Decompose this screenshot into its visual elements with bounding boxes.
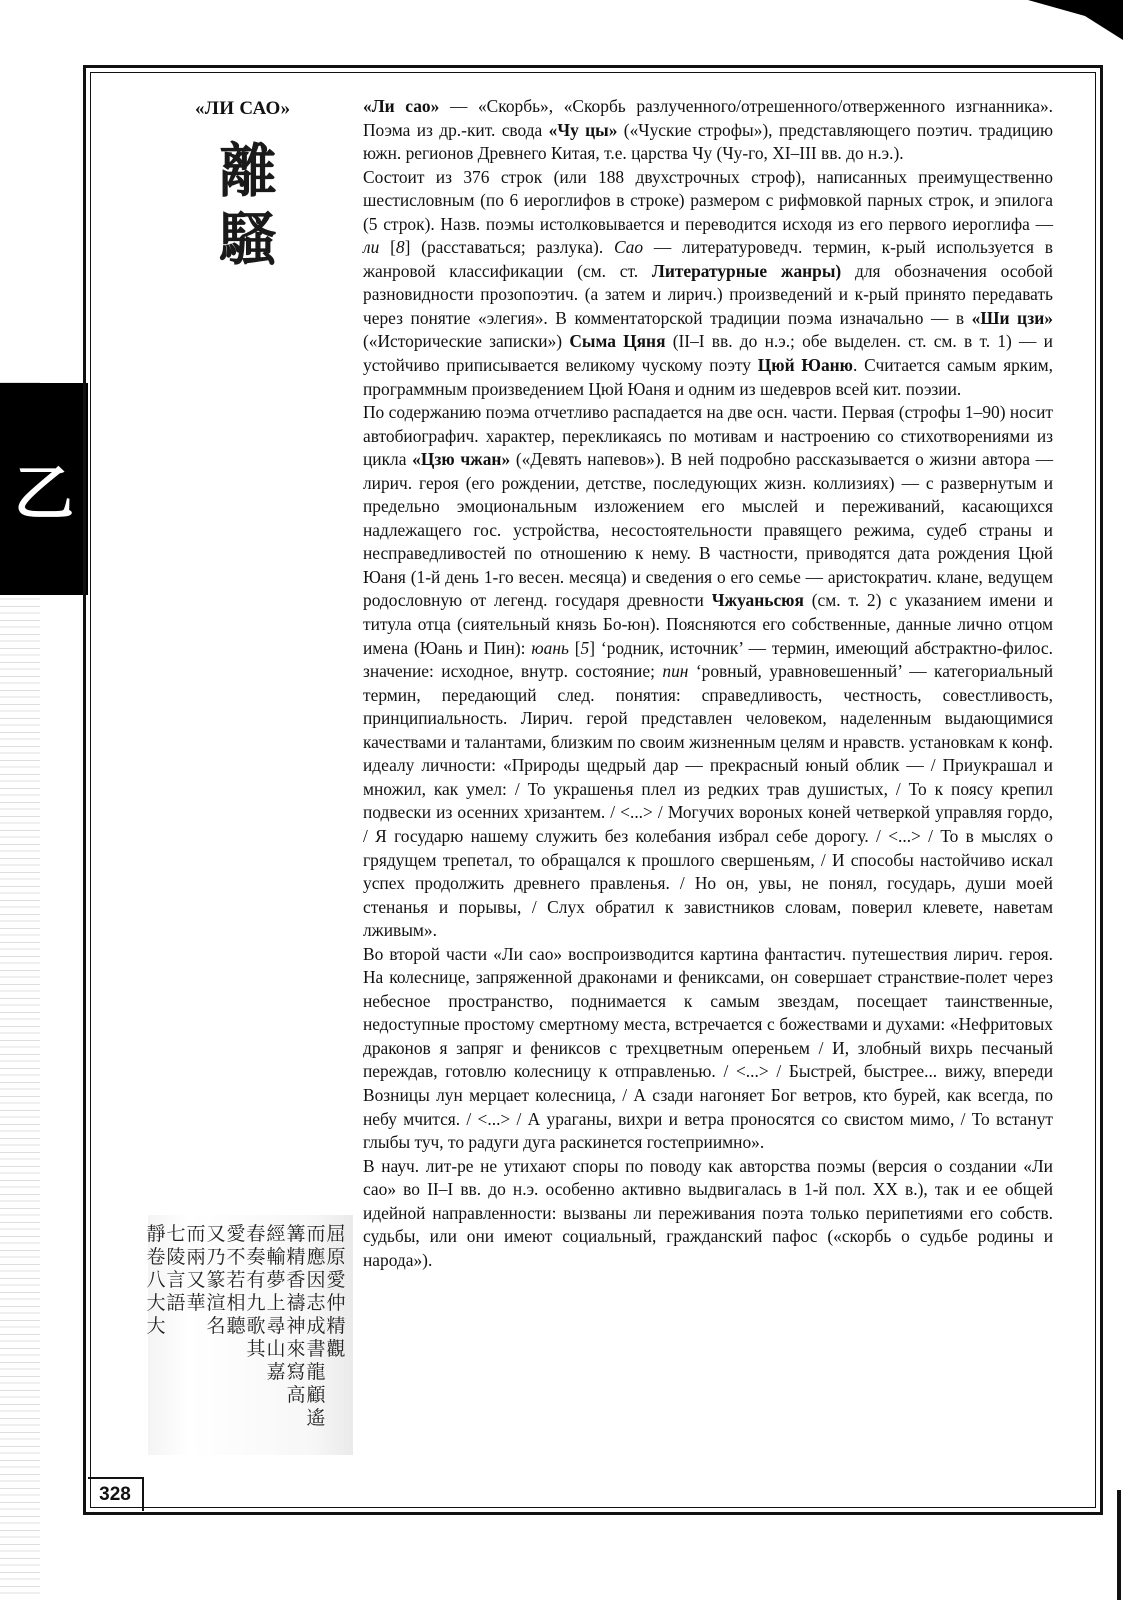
text-run: ] ‘родник, источник’ — термин, имеющий абстрактно-филос. значение: исходное, внутр. состояние; xyxy=(363,637,1053,682)
text-run: («Исторические записки») xyxy=(363,331,570,352)
text-run: Сыма Цяня xyxy=(569,331,666,352)
calligraphy-column: 經輸夢上尋山嘉 xyxy=(266,1223,286,1383)
text-run: «Чу цы» xyxy=(548,119,618,140)
hieroglyph-li: 離 xyxy=(218,137,277,205)
text-run: для обозначения особой разновидности прозопоэтич. (а затем и лирич.) произведений и к-рый принято передавать через понятие «элегия». В комментаторской традиции поэма изначально — в xyxy=(363,260,1053,328)
text-run: ли xyxy=(363,237,380,258)
paragraph-intro xyxy=(363,95,1053,166)
text-run: — литературоведч. термин, к-рый используется в жанровой классификации (см. ст. xyxy=(363,237,1053,281)
calligraphy-column: 而應因志成書龍顧遙 xyxy=(306,1223,326,1429)
title-hieroglyphs xyxy=(208,137,288,273)
text-run: Цюй Юаню xyxy=(757,355,853,376)
text-run: ] (расставаться; разлука). xyxy=(404,237,614,258)
scan-corner-top-right xyxy=(1028,0,1123,40)
calligraphy-column: 春奏有九歌其 xyxy=(246,1223,266,1360)
text-run: (см. т. 2) с указанием имени и титула отца (сиятельный князь Бо-юн). Поясняются его собственные, данные лично отцом имена (Юань и Пин): xyxy=(363,590,1053,658)
paragraph-structure xyxy=(363,166,1053,401)
text-run: («Чуские строфы»), представляющего поэтич. традицию южн. регионов Древнего Китая, т.е. царства Чу (Чу-го, XI–III вв. до н.э.). xyxy=(363,119,1053,164)
text-run: Состоит из 376 строк (или 188 двухстрочных строф), написанных преимущественно шестисловным (по 6 иероглифов в строке) размером с рифмовкой парных строк, и эпилога (5 строк). Назв. поэмы истолковывается и переводится исходя из его первого иероглифа — xyxy=(363,166,1053,234)
text-run: ‘ровный, уравновешенный’ — категориальный термин, передающий след. понятия: справедливость, честность, совестливость, принципиальность. Лирич. герой представлен человеком, наделенным выдающимися качествами и талантами, близким по своим жизненным целям и нравств. установкам к конф. идеалу личности: «Природы щедрый дар — прекрасный юный облик — / Приукрашал и множил, как умел: / То украшенья плел из редких трав душистых, / То к поясу крепил подвески из осенних хризантем. / <...> / Могучих вороных коней четверкой управляя гордо, / Я государю нашему служить без колебания избрал себе дорогу. / <...> / То в мыслях о грядущем трепетал, то обращался к прошлого свершеньям, / И способы настойчиво искал успех продолжить древнего правленья. / Но он, увы, не понял, государь, души моей стенанья и порывы, / Слух обратил к завистников словам, поверил клевете, наветам лживым». xyxy=(363,661,1054,941)
calligraphy-column: 又乃篆渲名 xyxy=(206,1223,226,1337)
calligraphy-column: 屈原愛仲精觀 xyxy=(326,1223,346,1360)
text-run: 8 xyxy=(395,237,405,258)
calligraphy-column: 篝精香禱神來寫高 xyxy=(286,1223,306,1406)
text-run: пин xyxy=(662,661,689,682)
article-body xyxy=(363,95,1053,1272)
text-run: Во второй части «Ли сао» воспроизводится картина фантастич. путешествия лирич. героя. На колеснице, запряженной драконами и фениксами, он совершает странствие-полет через небесное пространство, поднимается к самым звездам, посещает таинственные, недоступные простому смертному места, встречается с божествами и духами: «Нефритовых драконов я запряг и фениксов с трехцветным опереньем / И, злобный вихрь песчаный переждав, готовлю колесницу к отправленью. / <...> / Быстрей, быстрее... вижу, впереди Возницы лун мерцает колесница, / А сзади нагоняет Бог ветров, кто бурей, как всегда, по небу мчится. / <...> / А ураганы, вихри и ветра проносятся со свистом мимо, / То встанут глыбы туч, то радуги дуга раскинется гостеприимно». xyxy=(363,943,1053,1153)
hieroglyph-sao: 騷 xyxy=(218,205,277,273)
text-run: По содержанию поэма отчетливо распадается на две осн. части. Первая (строфы 1–90) носит автобиографич. характер, перекликаясь по мотивам и настроению со стихотворениями из цикла xyxy=(363,402,1053,470)
text-run: . Считается самым ярким, программным произведением Цюй Юаня и одним из шедевров всей кит. поэзии. xyxy=(363,355,1053,399)
calligraphy-column: 七陵言語 xyxy=(166,1223,186,1314)
text-run: [ xyxy=(568,637,581,658)
text-run: В науч. лит-ре не утихают споры по поводу как авторства поэмы (версия о создании «Ли сао» во II–I вв. до н.э. особенно активно выдвигалась в 1-й пол. XX в.), так и ее общей идейной направленности: вызваны ли переживания поэта только перипетиями его собств. судьбы, или они имеют социальный, гражданский пафос («скорбь о судьбе родины и народа»). xyxy=(363,1155,1053,1270)
calligraphy-column: 愛不若相聽 xyxy=(226,1223,246,1337)
text-run: Литературные жанры) xyxy=(651,260,842,281)
text-run: «Цзю чжан» xyxy=(412,449,511,470)
calligraphy-illustration xyxy=(148,1215,353,1455)
text-run: Сао xyxy=(613,237,644,258)
page-number: 328 xyxy=(88,1477,144,1511)
paragraph-first-part xyxy=(363,401,1053,943)
thumb-tab-glyph: 乙 xyxy=(14,459,74,529)
section-thumb-tab xyxy=(0,383,88,595)
article-heading: «ЛИ САО» xyxy=(195,98,291,119)
text-run: юань xyxy=(531,637,569,658)
scan-edge-right xyxy=(1117,1490,1121,1600)
text-run: «Ли сао» xyxy=(363,96,440,116)
text-run: («Девять напевов»). В ней подробно рассказывается о жизни автора — лирич. героя (его рождении, детстве, последующих жизн. коллизиях) — с развернутым и предельно эмоциональным изложением его мыслей и переживаний, касающихся надлежащего гос. устройства, несостоятельности правящего режима, судеб страны и несправедливостей по отношению к нему. В частности, приводятся дата рождения Цюй Юаня (1-й день 1-го весен. месяца) и сведения о его семье — аристократич. клане, ведущем родословную от легенд. государя древности xyxy=(363,449,1053,611)
text-run: Чжуаньсюя xyxy=(711,590,804,611)
calligraphy-column: 而兩又華 xyxy=(186,1223,206,1314)
paragraph-second-part xyxy=(363,943,1053,1155)
text-run: (II–I вв. до н.э.; обе выделен. ст. см. в т. 1) — и устойчиво приписывается великому чускому поэту xyxy=(363,331,1053,376)
text-run: 5 xyxy=(580,637,590,658)
text-run: «Ши цзи» xyxy=(971,307,1053,328)
paragraph-scholarship xyxy=(363,1155,1053,1273)
calligraphy-column: 靜卷八大大 xyxy=(146,1223,166,1337)
text-run: — «Скорбь», «Скорбь разлученного/отрешенного/отверженного изгнанника». Поэма из др.-кит. свода xyxy=(363,96,1053,140)
text-run: [ xyxy=(379,237,396,258)
